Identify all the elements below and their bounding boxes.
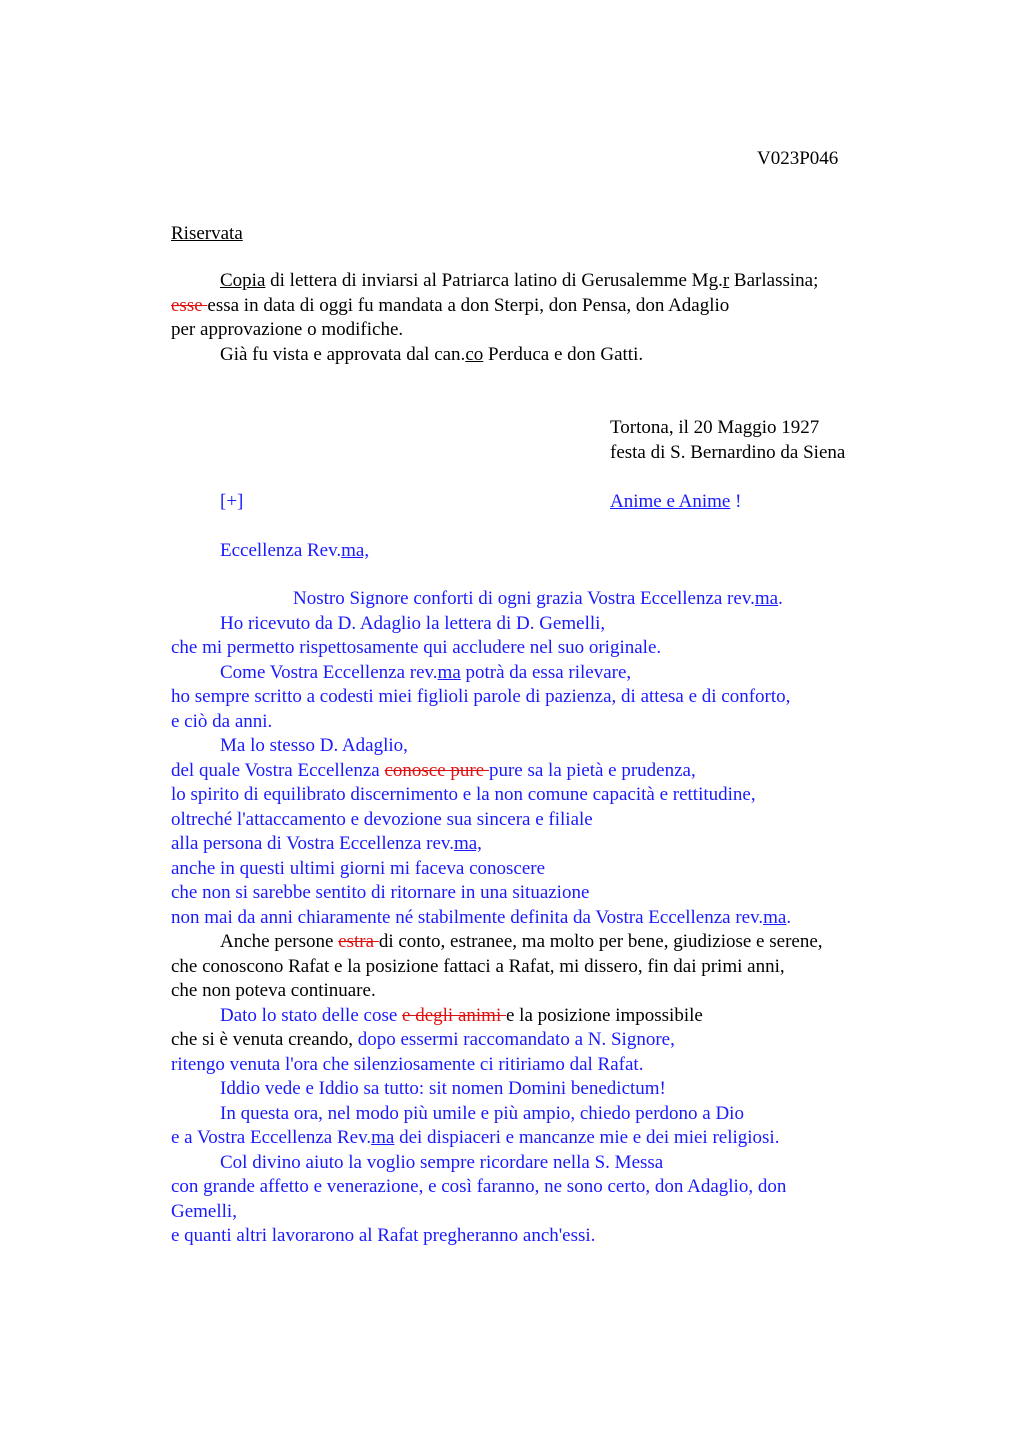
document-id: V023P046	[757, 148, 839, 169]
note-line: Già fu vista e approvata dal can.co Perduca e don Gatti.	[220, 343, 644, 365]
body-line: ho sempre scritto a codesti miei figlioli parole di pazienza, di attesa e di conforto,	[171, 686, 791, 707]
dateline-place-date: Tortona, il 20 Maggio 1927	[610, 417, 820, 438]
body-line: e a Vostra Eccellenza Rev.ma dei dispiaceri e mancanze mie e dei miei religiosi.	[171, 1127, 780, 1148]
body-line: Ma lo stesso D. Adaglio,	[220, 735, 408, 756]
reserved-heading: Riservata	[171, 223, 243, 244]
body-line: che mi permetto rispettosamente qui accludere nel suo originale.	[171, 637, 662, 658]
body-line: che si è venuta creando, dopo essermi raccomandato a N. Signore,	[171, 1029, 675, 1050]
body-line: In questa ora, nel modo più umile e più ampio, chiedo perdono a Dio	[220, 1102, 744, 1124]
dateline-feast: festa di S. Bernardino da Siena	[610, 442, 846, 463]
body-line: Nostro Signore conforti di ogni grazia Vostra Eccellenza rev.ma.	[293, 588, 783, 609]
body-line: che non si sarebbe sentito di ritornare in una situazione	[171, 882, 590, 903]
body-line: con grande affetto e venerazione, e così faranno, ne sono certo, don Adaglio, don	[171, 1176, 787, 1197]
body-line: alla persona di Vostra Eccellenza rev.ma,	[171, 833, 482, 854]
body-line: Dato lo stato delle cose e degli animi e la posizione impossibile	[220, 1004, 703, 1026]
body-line: anche in questi ultimi giorni mi faceva conoscere	[171, 857, 546, 879]
letter-body	[171, 587, 891, 1249]
body-line: Come Vostra Eccellenza rev.ma potrà da essa rilevare,	[220, 661, 632, 683]
body-line: Col divino aiuto la voglio sempre ricordare nella S. Messa	[220, 1151, 664, 1173]
body-line: non mai da anni chiaramente né stabilmente definita da Vostra Eccellenza rev.ma.	[171, 906, 792, 928]
body-line: ritengo venuta l'ora che silenziosamente ci ritiriamo dal Rafat.	[171, 1053, 644, 1075]
body-line: oltreché l'attaccamento e devozione sua sincera e filiale	[171, 808, 593, 830]
body-line: del quale Vostra Eccellenza conosce pure pure sa la pietà e prudenza,	[171, 759, 696, 781]
body-line: Anche persone estra di conto, estranee, ma molto per bene, giudiziose e serene,	[220, 931, 823, 952]
body-line: Iddio vede e Iddio sa tutto: sit nomen Domini benedictum!	[220, 1078, 666, 1099]
note-line: Copia di lettera di inviarsi al Patriarca latino di Gerusalemme Mg.r Barlassina;	[220, 270, 819, 291]
body-line: che non poteva continuare.	[171, 980, 376, 1001]
body-line: Gemelli,	[171, 1200, 237, 1222]
note-line: per approvazione o modifiche.	[171, 319, 404, 340]
body-line: lo spirito di equilibrato discernimento e la non comune capacità e rettitudine,	[171, 784, 756, 805]
cross-mark: [+]	[220, 491, 244, 512]
note-line: esse essa in data di oggi fu mandata a don Sterpi, don Pensa, don Adaglio	[171, 294, 730, 316]
motto: Anime e Anime !	[610, 491, 742, 512]
salutation: Eccellenza Rev.ma,	[220, 540, 370, 561]
body-line: che conoscono Rafat e la posizione fattaci a Rafat, mi dissero, fin dai primi anni,	[171, 955, 785, 977]
body-line: e quanti altri lavorarono al Rafat pregheranno anch'essi.	[171, 1225, 596, 1246]
body-line: Ho ricevuto da D. Adaglio la lettera di D. Gemelli,	[220, 612, 606, 634]
body-line: e ciò da anni.	[171, 710, 273, 732]
cover-note	[171, 269, 891, 367]
